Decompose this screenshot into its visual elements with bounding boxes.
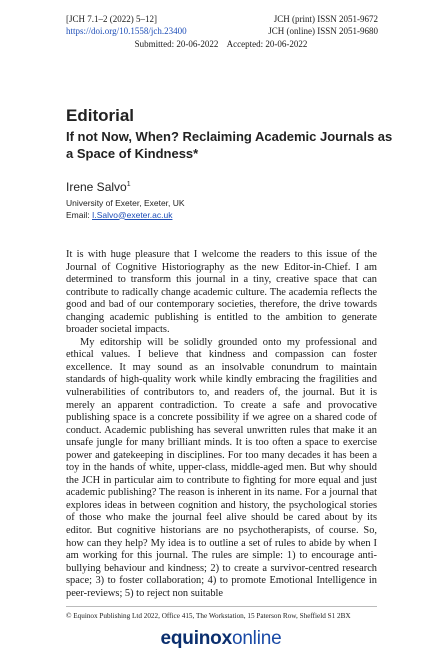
author-name <box>66 180 131 194</box>
issn-online: JCH (online) ISSN 2051-9680 <box>268 25 378 36</box>
publisher-logo <box>0 628 442 650</box>
author-name-text: Irene Salvo <box>66 180 127 194</box>
author-footnote-mark: 1 <box>126 181 131 188</box>
email-line <box>66 210 185 222</box>
submitted-date: Submitted: 20-06-2022 <box>134 39 219 49</box>
affiliation: University of Exeter, Exeter, UK <box>66 198 185 208</box>
body-paragraph-1: It is with huge pleasure that I welcome the readers to this issue of the Journal of Cognitive Historiography as the new Editor-in-Chief. I am determined to transform this journal in a tiny, creative space that can contribute to radically change academic culture. The academia reflects the good and bad of our contemporary societies, therefore, the drive towards changing academic publishing is entitled to the ambition to generate broader societal impacts. <box>66 249 377 336</box>
email-link[interactable]: I.Salvo@exeter.ac.uk <box>92 209 173 220</box>
footer-divider <box>66 606 377 607</box>
article-kicker: Editorial <box>66 106 135 125</box>
submission-dates <box>0 39 442 49</box>
body-paragraph-2: My editorship will be solidly grounded onto my professional and ethical values. I believe that kindness and compassion can foster excellence. It may sound as an insolvable conundrum to maintain standards of high-quality work while kindly embracing the fragilities and vulnerabilities of contributors to, and readers of, the journal. But it is merely an apparent contradiction. To create a safe and provocative publishing space is a concrete possibility if we agree on a shared code of conduct. Academic publishing has several unwritten rules that make it an unsafe jungle for many brilliant minds. It is too often a space to exercise power and gatekeeping in disciplines. For too many decades it has been a toy in the hands of white, upper-class, middle-aged men. But why should the JCH in particular aim to contribute to fighting for more equal and just academic publishing? The reason is inherent in its name. For a journal that explores ideas in between cognition and history, the psychological stories of those who make the journal feel alive should be cared about by its editor. But cognitive historians are no psychotherapists, of course. So, how can they help? My idea is to outline a set of rules to abide by when I am working for this journal. The rules are simple: 1) to encourage anti-bullying behaviour and kindness; 2) to create a survivor-centred research space; 3) to foster collaboration; 4) to promote Emotional Intelligence in peer-reviews; 5) to reject non suitable <box>66 336 377 599</box>
logo-part-online: online <box>231 628 282 649</box>
article-body <box>66 249 377 600</box>
running-header-right <box>268 14 378 37</box>
accepted-date: Accepted: 20-06-2022 <box>226 39 308 49</box>
article-title: If not Now, When? Reclaiming Academic Journals as a Space of Kindness* <box>66 129 393 161</box>
author-affiliation-block <box>66 198 185 221</box>
running-header-left <box>66 14 187 37</box>
doi-link[interactable]: https://doi.org/10.1558/jch.23400 <box>66 25 187 36</box>
footer-copyright: © Equinox Publishing Ltd 2022, Office 415, The Workstation, 15 Paterson Row, Sheffield S1 2BX <box>66 612 351 620</box>
issn-print: JCH (print) ISSN 2051-9672 <box>273 14 378 24</box>
email-label: Email: <box>66 209 90 220</box>
logo-part-equinox: equinox <box>160 628 232 649</box>
journal-citation: [JCH 7.1–2 (2022) 5–12] <box>66 14 157 24</box>
